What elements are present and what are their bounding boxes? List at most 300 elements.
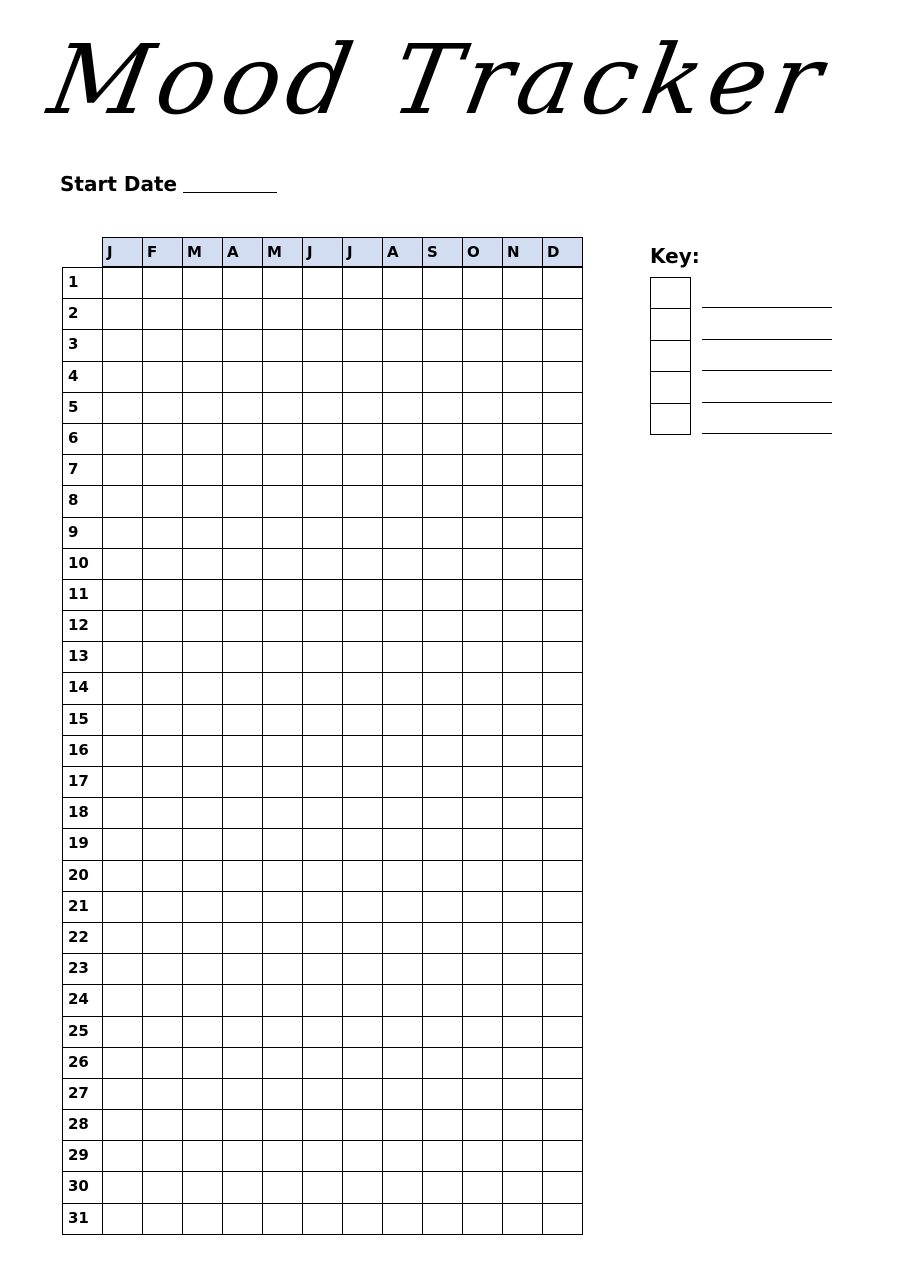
- mood-cell[interactable]: [503, 1079, 543, 1110]
- mood-cell[interactable]: [103, 705, 143, 736]
- mood-cell[interactable]: [423, 1172, 463, 1203]
- mood-cell[interactable]: [543, 673, 583, 704]
- mood-cell[interactable]: [103, 1110, 143, 1141]
- mood-cell[interactable]: [423, 611, 463, 642]
- mood-cell[interactable]: [103, 611, 143, 642]
- mood-cell[interactable]: [263, 767, 303, 798]
- mood-cell[interactable]: [263, 455, 303, 486]
- mood-cell[interactable]: [103, 1048, 143, 1079]
- mood-cell[interactable]: [263, 611, 303, 642]
- mood-cell[interactable]: [183, 549, 223, 580]
- mood-cell[interactable]: [223, 393, 263, 424]
- mood-cell[interactable]: [383, 424, 423, 455]
- mood-cell[interactable]: [183, 424, 223, 455]
- mood-cell[interactable]: [143, 673, 183, 704]
- mood-cell[interactable]: [223, 1079, 263, 1110]
- mood-cell[interactable]: [383, 1079, 423, 1110]
- mood-cell[interactable]: [383, 861, 423, 892]
- mood-cell[interactable]: [103, 673, 143, 704]
- mood-cell[interactable]: [143, 892, 183, 923]
- mood-cell[interactable]: [303, 330, 343, 361]
- mood-cell[interactable]: [383, 1141, 423, 1172]
- mood-cell[interactable]: [503, 393, 543, 424]
- mood-cell[interactable]: [343, 299, 383, 330]
- mood-cell[interactable]: [223, 455, 263, 486]
- mood-cell[interactable]: [303, 1079, 343, 1110]
- mood-cell[interactable]: [343, 424, 383, 455]
- mood-cell[interactable]: [143, 455, 183, 486]
- mood-cell[interactable]: [503, 829, 543, 860]
- mood-cell[interactable]: [383, 268, 423, 299]
- mood-cell[interactable]: [463, 736, 503, 767]
- mood-cell[interactable]: [423, 829, 463, 860]
- mood-cell[interactable]: [303, 362, 343, 393]
- mood-cell[interactable]: [543, 861, 583, 892]
- mood-cell[interactable]: [263, 923, 303, 954]
- mood-cell[interactable]: [223, 330, 263, 361]
- mood-cell[interactable]: [503, 954, 543, 985]
- mood-cell[interactable]: [383, 1204, 423, 1235]
- mood-cell[interactable]: [183, 1017, 223, 1048]
- mood-cell[interactable]: [183, 362, 223, 393]
- mood-cell[interactable]: [143, 268, 183, 299]
- mood-cell[interactable]: [303, 1110, 343, 1141]
- mood-cell[interactable]: [183, 673, 223, 704]
- mood-cell[interactable]: [303, 861, 343, 892]
- mood-cell[interactable]: [463, 985, 503, 1016]
- mood-cell[interactable]: [383, 954, 423, 985]
- mood-cell[interactable]: [303, 268, 343, 299]
- mood-cell[interactable]: [343, 798, 383, 829]
- mood-cell[interactable]: [543, 642, 583, 673]
- mood-cell[interactable]: [223, 1110, 263, 1141]
- mood-cell[interactable]: [103, 549, 143, 580]
- mood-cell[interactable]: [343, 1017, 383, 1048]
- mood-cell[interactable]: [143, 549, 183, 580]
- mood-cell[interactable]: [503, 1017, 543, 1048]
- mood-cell[interactable]: [143, 1141, 183, 1172]
- mood-cell[interactable]: [503, 1048, 543, 1079]
- mood-cell[interactable]: [103, 393, 143, 424]
- mood-cell[interactable]: [103, 424, 143, 455]
- mood-cell[interactable]: [463, 362, 503, 393]
- mood-cell[interactable]: [343, 268, 383, 299]
- mood-cell[interactable]: [183, 705, 223, 736]
- mood-cell[interactable]: [223, 1204, 263, 1235]
- mood-cell[interactable]: [543, 829, 583, 860]
- mood-cell[interactable]: [223, 549, 263, 580]
- mood-cell[interactable]: [303, 642, 343, 673]
- mood-cell[interactable]: [463, 330, 503, 361]
- mood-cell[interactable]: [463, 705, 503, 736]
- mood-cell[interactable]: [143, 299, 183, 330]
- mood-cell[interactable]: [423, 362, 463, 393]
- mood-cell[interactable]: [543, 486, 583, 517]
- mood-cell[interactable]: [103, 268, 143, 299]
- mood-cell[interactable]: [263, 393, 303, 424]
- mood-cell[interactable]: [303, 393, 343, 424]
- mood-cell[interactable]: [343, 611, 383, 642]
- mood-cell[interactable]: [423, 798, 463, 829]
- mood-cell[interactable]: [263, 362, 303, 393]
- mood-cell[interactable]: [103, 954, 143, 985]
- mood-cell[interactable]: [143, 1079, 183, 1110]
- mood-cell[interactable]: [503, 1172, 543, 1203]
- mood-cell[interactable]: [543, 330, 583, 361]
- mood-cell[interactable]: [103, 1017, 143, 1048]
- mood-cell[interactable]: [543, 455, 583, 486]
- mood-cell[interactable]: [383, 518, 423, 549]
- mood-cell[interactable]: [263, 549, 303, 580]
- mood-cell[interactable]: [263, 1017, 303, 1048]
- mood-cell[interactable]: [543, 424, 583, 455]
- mood-cell[interactable]: [263, 673, 303, 704]
- mood-cell[interactable]: [463, 1204, 503, 1235]
- mood-cell[interactable]: [223, 923, 263, 954]
- mood-cell[interactable]: [103, 736, 143, 767]
- mood-cell[interactable]: [143, 798, 183, 829]
- mood-cell[interactable]: [183, 767, 223, 798]
- key-color-box[interactable]: [651, 278, 690, 309]
- mood-cell[interactable]: [103, 299, 143, 330]
- mood-cell[interactable]: [503, 892, 543, 923]
- mood-cell[interactable]: [423, 954, 463, 985]
- mood-cell[interactable]: [223, 1048, 263, 1079]
- mood-cell[interactable]: [103, 798, 143, 829]
- mood-cell[interactable]: [183, 1079, 223, 1110]
- mood-cell[interactable]: [183, 861, 223, 892]
- mood-cell[interactable]: [503, 1141, 543, 1172]
- mood-cell[interactable]: [183, 580, 223, 611]
- mood-cell[interactable]: [463, 393, 503, 424]
- mood-cell[interactable]: [343, 518, 383, 549]
- mood-cell[interactable]: [143, 486, 183, 517]
- mood-cell[interactable]: [503, 736, 543, 767]
- mood-cell[interactable]: [503, 673, 543, 704]
- mood-cell[interactable]: [263, 892, 303, 923]
- mood-cell[interactable]: [183, 299, 223, 330]
- mood-cell[interactable]: [343, 736, 383, 767]
- mood-cell[interactable]: [423, 424, 463, 455]
- mood-cell[interactable]: [343, 455, 383, 486]
- mood-cell[interactable]: [423, 518, 463, 549]
- mood-cell[interactable]: [543, 892, 583, 923]
- key-color-box[interactable]: [651, 372, 690, 403]
- mood-cell[interactable]: [223, 861, 263, 892]
- mood-cell[interactable]: [343, 1048, 383, 1079]
- mood-cell[interactable]: [503, 705, 543, 736]
- mood-cell[interactable]: [543, 1141, 583, 1172]
- mood-cell[interactable]: [503, 923, 543, 954]
- key-label-line[interactable]: [702, 371, 832, 402]
- mood-cell[interactable]: [543, 1110, 583, 1141]
- mood-cell[interactable]: [343, 393, 383, 424]
- mood-cell[interactable]: [423, 736, 463, 767]
- mood-cell[interactable]: [383, 580, 423, 611]
- mood-cell[interactable]: [383, 1017, 423, 1048]
- mood-cell[interactable]: [103, 330, 143, 361]
- mood-cell[interactable]: [263, 299, 303, 330]
- mood-cell[interactable]: [263, 1172, 303, 1203]
- mood-cell[interactable]: [383, 767, 423, 798]
- mood-cell[interactable]: [463, 518, 503, 549]
- mood-cell[interactable]: [423, 580, 463, 611]
- mood-cell[interactable]: [303, 892, 343, 923]
- mood-cell[interactable]: [463, 829, 503, 860]
- mood-cell[interactable]: [543, 767, 583, 798]
- mood-cell[interactable]: [463, 455, 503, 486]
- mood-cell[interactable]: [143, 424, 183, 455]
- mood-cell[interactable]: [503, 767, 543, 798]
- mood-cell[interactable]: [383, 393, 423, 424]
- mood-cell[interactable]: [103, 923, 143, 954]
- mood-cell[interactable]: [223, 736, 263, 767]
- mood-cell[interactable]: [383, 642, 423, 673]
- mood-cell[interactable]: [223, 424, 263, 455]
- mood-cell[interactable]: [423, 1141, 463, 1172]
- mood-cell[interactable]: [263, 268, 303, 299]
- mood-cell[interactable]: [423, 767, 463, 798]
- mood-cell[interactable]: [303, 486, 343, 517]
- mood-cell[interactable]: [183, 892, 223, 923]
- mood-cell[interactable]: [383, 299, 423, 330]
- mood-cell[interactable]: [103, 362, 143, 393]
- mood-cell[interactable]: [383, 611, 423, 642]
- mood-cell[interactable]: [423, 549, 463, 580]
- mood-cell[interactable]: [503, 518, 543, 549]
- mood-cell[interactable]: [423, 923, 463, 954]
- mood-cell[interactable]: [143, 1048, 183, 1079]
- mood-cell[interactable]: [103, 1204, 143, 1235]
- mood-cell[interactable]: [343, 1172, 383, 1203]
- mood-cell[interactable]: [263, 1110, 303, 1141]
- key-label-line[interactable]: [702, 340, 832, 371]
- mood-cell[interactable]: [543, 362, 583, 393]
- mood-cell[interactable]: [183, 455, 223, 486]
- mood-cell[interactable]: [183, 642, 223, 673]
- mood-cell[interactable]: [543, 299, 583, 330]
- mood-cell[interactable]: [263, 1079, 303, 1110]
- mood-cell[interactable]: [103, 892, 143, 923]
- mood-cell[interactable]: [463, 1079, 503, 1110]
- mood-cell[interactable]: [343, 923, 383, 954]
- mood-cell[interactable]: [303, 767, 343, 798]
- mood-cell[interactable]: [543, 580, 583, 611]
- mood-cell[interactable]: [383, 829, 423, 860]
- mood-cell[interactable]: [423, 1017, 463, 1048]
- mood-cell[interactable]: [383, 330, 423, 361]
- mood-cell[interactable]: [463, 767, 503, 798]
- mood-cell[interactable]: [303, 1141, 343, 1172]
- mood-cell[interactable]: [423, 393, 463, 424]
- mood-cell[interactable]: [543, 736, 583, 767]
- mood-cell[interactable]: [543, 798, 583, 829]
- mood-cell[interactable]: [263, 954, 303, 985]
- mood-cell[interactable]: [103, 518, 143, 549]
- mood-cell[interactable]: [183, 268, 223, 299]
- mood-cell[interactable]: [183, 486, 223, 517]
- mood-cell[interactable]: [463, 1110, 503, 1141]
- mood-cell[interactable]: [303, 673, 343, 704]
- mood-cell[interactable]: [223, 1141, 263, 1172]
- mood-cell[interactable]: [223, 268, 263, 299]
- mood-cell[interactable]: [183, 518, 223, 549]
- mood-cell[interactable]: [183, 798, 223, 829]
- mood-cell[interactable]: [423, 1110, 463, 1141]
- mood-cell[interactable]: [383, 673, 423, 704]
- mood-cell[interactable]: [223, 299, 263, 330]
- mood-cell[interactable]: [383, 798, 423, 829]
- mood-cell[interactable]: [143, 705, 183, 736]
- mood-cell[interactable]: [423, 486, 463, 517]
- key-color-box[interactable]: [651, 341, 690, 372]
- mood-cell[interactable]: [143, 829, 183, 860]
- mood-cell[interactable]: [303, 1204, 343, 1235]
- mood-cell[interactable]: [343, 892, 383, 923]
- mood-cell[interactable]: [383, 923, 423, 954]
- mood-cell[interactable]: [263, 518, 303, 549]
- mood-cell[interactable]: [303, 798, 343, 829]
- mood-cell[interactable]: [103, 985, 143, 1016]
- mood-cell[interactable]: [543, 393, 583, 424]
- mood-cell[interactable]: [303, 1017, 343, 1048]
- mood-cell[interactable]: [543, 611, 583, 642]
- mood-cell[interactable]: [343, 486, 383, 517]
- mood-cell[interactable]: [143, 393, 183, 424]
- mood-cell[interactable]: [103, 642, 143, 673]
- mood-cell[interactable]: [103, 1172, 143, 1203]
- mood-cell[interactable]: [183, 1110, 223, 1141]
- mood-cell[interactable]: [143, 1204, 183, 1235]
- key-color-box[interactable]: [651, 404, 690, 435]
- mood-cell[interactable]: [503, 330, 543, 361]
- mood-cell[interactable]: [183, 1141, 223, 1172]
- mood-cell[interactable]: [183, 923, 223, 954]
- mood-cell[interactable]: [303, 923, 343, 954]
- key-color-box[interactable]: [651, 309, 690, 340]
- mood-cell[interactable]: [343, 362, 383, 393]
- mood-cell[interactable]: [463, 1048, 503, 1079]
- mood-cell[interactable]: [263, 580, 303, 611]
- mood-cell[interactable]: [183, 954, 223, 985]
- mood-cell[interactable]: [143, 611, 183, 642]
- mood-cell[interactable]: [223, 611, 263, 642]
- mood-cell[interactable]: [343, 1141, 383, 1172]
- mood-cell[interactable]: [423, 1048, 463, 1079]
- mood-cell[interactable]: [223, 518, 263, 549]
- mood-cell[interactable]: [263, 829, 303, 860]
- mood-cell[interactable]: [223, 362, 263, 393]
- mood-cell[interactable]: [503, 985, 543, 1016]
- mood-cell[interactable]: [263, 486, 303, 517]
- mood-cell[interactable]: [423, 705, 463, 736]
- mood-cell[interactable]: [503, 611, 543, 642]
- mood-cell[interactable]: [463, 611, 503, 642]
- mood-cell[interactable]: [223, 673, 263, 704]
- mood-cell[interactable]: [183, 611, 223, 642]
- mood-cell[interactable]: [183, 736, 223, 767]
- mood-cell[interactable]: [143, 861, 183, 892]
- mood-cell[interactable]: [343, 1204, 383, 1235]
- mood-cell[interactable]: [383, 362, 423, 393]
- mood-cell[interactable]: [343, 861, 383, 892]
- mood-cell[interactable]: [343, 767, 383, 798]
- mood-cell[interactable]: [463, 580, 503, 611]
- mood-cell[interactable]: [423, 330, 463, 361]
- mood-cell[interactable]: [303, 299, 343, 330]
- mood-cell[interactable]: [463, 549, 503, 580]
- mood-cell[interactable]: [223, 1017, 263, 1048]
- mood-cell[interactable]: [263, 1048, 303, 1079]
- mood-cell[interactable]: [503, 798, 543, 829]
- mood-cell[interactable]: [303, 580, 343, 611]
- mood-cell[interactable]: [543, 923, 583, 954]
- mood-cell[interactable]: [223, 892, 263, 923]
- mood-cell[interactable]: [263, 1204, 303, 1235]
- mood-cell[interactable]: [303, 424, 343, 455]
- mood-cell[interactable]: [103, 829, 143, 860]
- mood-cell[interactable]: [543, 985, 583, 1016]
- mood-cell[interactable]: [343, 829, 383, 860]
- mood-cell[interactable]: [503, 861, 543, 892]
- mood-cell[interactable]: [343, 985, 383, 1016]
- mood-cell[interactable]: [543, 705, 583, 736]
- mood-cell[interactable]: [383, 1048, 423, 1079]
- mood-cell[interactable]: [423, 455, 463, 486]
- mood-cell[interactable]: [543, 1172, 583, 1203]
- mood-cell[interactable]: [103, 1079, 143, 1110]
- mood-cell[interactable]: [143, 580, 183, 611]
- mood-cell[interactable]: [463, 642, 503, 673]
- key-label-line[interactable]: [702, 277, 832, 308]
- mood-cell[interactable]: [423, 642, 463, 673]
- mood-cell[interactable]: [343, 642, 383, 673]
- mood-cell[interactable]: [103, 486, 143, 517]
- mood-cell[interactable]: [543, 1017, 583, 1048]
- mood-cell[interactable]: [223, 767, 263, 798]
- mood-cell[interactable]: [423, 1079, 463, 1110]
- mood-cell[interactable]: [463, 954, 503, 985]
- mood-cell[interactable]: [423, 299, 463, 330]
- mood-cell[interactable]: [143, 330, 183, 361]
- mood-cell[interactable]: [223, 954, 263, 985]
- mood-cell[interactable]: [543, 1079, 583, 1110]
- mood-cell[interactable]: [423, 985, 463, 1016]
- mood-cell[interactable]: [143, 518, 183, 549]
- mood-cell[interactable]: [503, 549, 543, 580]
- mood-cell[interactable]: [263, 861, 303, 892]
- mood-cell[interactable]: [463, 424, 503, 455]
- mood-cell[interactable]: [303, 985, 343, 1016]
- mood-cell[interactable]: [383, 705, 423, 736]
- mood-cell[interactable]: [143, 985, 183, 1016]
- mood-cell[interactable]: [503, 642, 543, 673]
- mood-cell[interactable]: [543, 268, 583, 299]
- start-date-blank[interactable]: [183, 176, 277, 193]
- mood-cell[interactable]: [503, 1110, 543, 1141]
- mood-cell[interactable]: [503, 362, 543, 393]
- mood-cell[interactable]: [303, 455, 343, 486]
- mood-cell[interactable]: [383, 1110, 423, 1141]
- mood-cell[interactable]: [503, 1204, 543, 1235]
- mood-cell[interactable]: [383, 486, 423, 517]
- mood-cell[interactable]: [423, 861, 463, 892]
- mood-cell[interactable]: [183, 330, 223, 361]
- mood-cell[interactable]: [183, 985, 223, 1016]
- mood-cell[interactable]: [143, 1017, 183, 1048]
- mood-cell[interactable]: [503, 268, 543, 299]
- mood-cell[interactable]: [343, 330, 383, 361]
